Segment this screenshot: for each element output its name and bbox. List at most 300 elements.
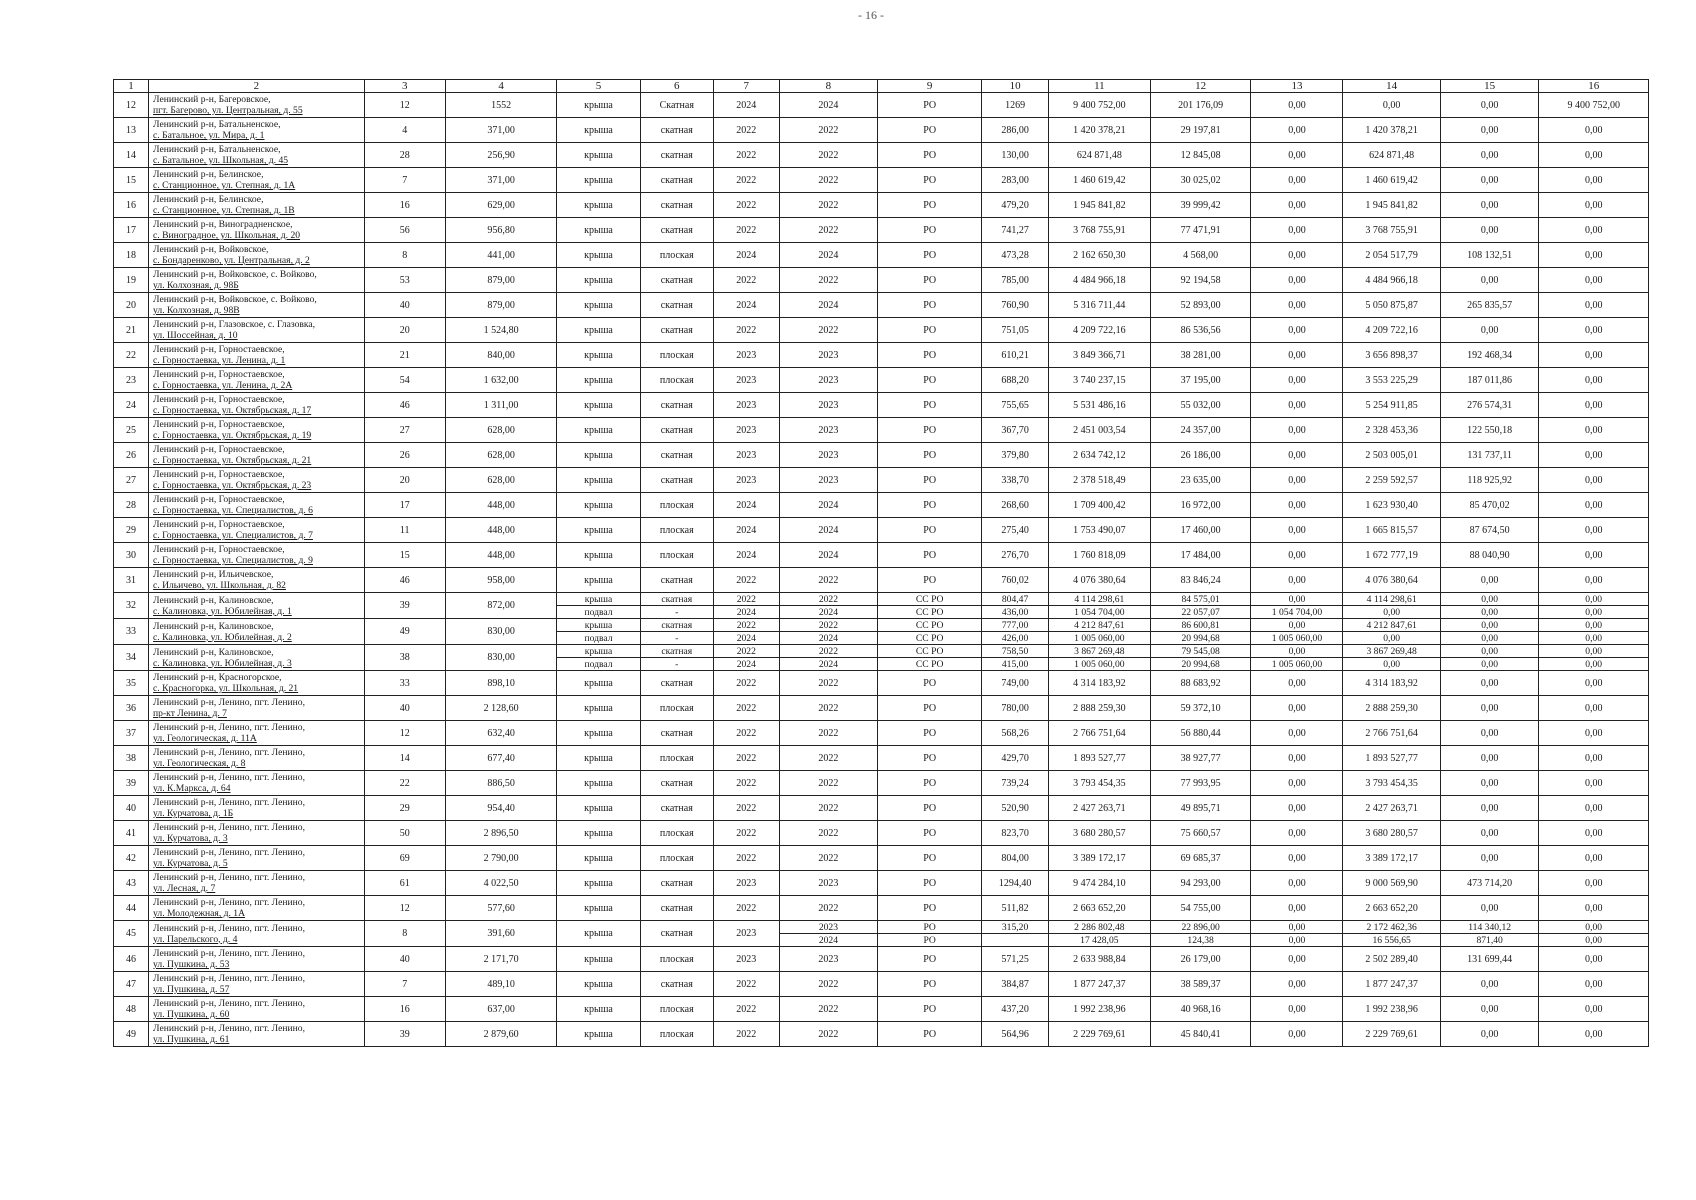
address-line-2: с. Станционное, ул. Степная, д. 1А [153,180,296,191]
design-cost: 16 972,00 [1150,493,1251,518]
fund-other-share: 0,00 [1539,418,1649,443]
table-row [114,343,1649,368]
fund-own-share: 0,00 [1251,318,1343,343]
building-area: 629,00 [445,193,557,218]
fund-owners-share: 0,00 [1440,1022,1539,1047]
design-cost: 26 186,00 [1150,443,1251,468]
fund-method: РО [878,771,982,796]
building-area: 954,40 [445,796,557,821]
address-cell [149,218,365,243]
year-start: 2022 [713,796,779,821]
apartments-count: 33 [364,671,445,696]
total-cost: 2 633 988,84 [1048,947,1150,972]
table-row [114,518,1649,543]
fund-owners-share: 0,00 [1440,972,1539,997]
fund-other-share: 0,00 [1539,443,1649,468]
fund-own-share: 0,00 [1251,143,1343,168]
total-cost: 17 428,05 [1048,934,1150,947]
roof-type: плоская [640,543,713,568]
year-start: 2022 [713,593,779,606]
address-cell [149,871,365,896]
fund-owners-share: 0,00 [1440,721,1539,746]
work-volume: 473,28 [982,243,1049,268]
total-cost: 4 114 298,61 [1048,593,1150,606]
design-cost: 20 994,68 [1150,632,1251,645]
fund-owners-share: 131 699,44 [1440,947,1539,972]
year-start: 2022 [713,972,779,997]
work-volume: 275,40 [982,518,1049,543]
address-line-2: ул. Лесная, д. 7 [153,883,216,894]
building-area: 637,00 [445,997,557,1022]
address-line-2: ул. Молодежная, д. 1А [153,908,246,919]
apartments-count: 50 [364,821,445,846]
fund-regional-share: 3 867 269,48 [1343,645,1440,658]
address-line-1: Ленинский р-н, Калиновское, [153,594,274,606]
row-number: 32 [114,593,149,619]
fund-own-share: 0,00 [1251,619,1343,632]
design-cost: 83 846,24 [1150,568,1251,593]
row-number: 41 [114,821,149,846]
row-number: 45 [114,921,149,947]
design-cost: 45 840,41 [1150,1022,1251,1047]
address-line-1: Ленинский р-н, Горностаевское, [153,494,285,505]
element-type: крыша [557,871,640,896]
work-volume: 479,20 [982,193,1049,218]
table-row [114,393,1649,418]
address-cell [149,343,365,368]
fund-regional-share: 4 114 298,61 [1343,593,1440,606]
fund-own-share: 0,00 [1251,118,1343,143]
fund-other-share: 0,00 [1539,671,1649,696]
fund-regional-share: 2 328 453,36 [1343,418,1440,443]
row-number: 15 [114,168,149,193]
address-line-2: с. Красногорка, ул. Школьная, д. 21 [153,683,299,694]
fund-other-share: 0,00 [1539,934,1649,947]
address-cell [149,771,365,796]
year-end: 2024 [779,658,878,671]
building-area: 1 311,00 [445,393,557,418]
element-type: крыша [557,143,640,168]
address-line-1: Ленинский р-н, Ленино, пгт. Ленино, [153,847,305,858]
element-type: крыша [557,343,640,368]
address-cell [149,947,365,972]
address-line-2: с. Горностаевка, ул. Октябрьская, д. 23 [153,480,312,491]
apartments-count: 7 [364,972,445,997]
building-area: 441,00 [445,243,557,268]
total-cost: 9 474 284,10 [1048,871,1150,896]
element-type: подвал [557,606,640,619]
fund-owners-share: 0,00 [1440,896,1539,921]
apartments-count: 61 [364,871,445,896]
fund-own-share: 0,00 [1251,696,1343,721]
row-number: 35 [114,671,149,696]
fund-regional-share: 16 556,65 [1343,934,1440,947]
address-line-2: с. Батальное, ул. Школьная, д. 45 [153,155,289,166]
year-end: 2022 [779,193,878,218]
address-line-2: с. Калиновка, ул. Юбилейная, д. 1 [153,605,292,617]
fund-regional-share: 1 460 619,42 [1343,168,1440,193]
apartments-count: 12 [364,896,445,921]
address-line-1: Ленинский р-н, Горностаевское, [153,419,285,430]
table-row [114,821,1649,846]
address-line-2: с. Горностаевка, ул. Специалистов, д. 7 [153,530,313,541]
fund-method: РО [878,1022,982,1047]
fund-own-share: 0,00 [1251,93,1343,118]
fund-method: РО [878,796,982,821]
element-type: крыша [557,293,640,318]
work-volume: 785,00 [982,268,1049,293]
fund-own-share: 0,00 [1251,293,1343,318]
apartments-count: 29 [364,796,445,821]
table-row [114,1022,1649,1047]
address-line-2: с. Горностаевка, ул. Октябрьская, д. 17 [153,405,312,416]
table-row [114,947,1649,972]
design-cost: 55 032,00 [1150,393,1251,418]
column-number-7: 7 [713,80,779,93]
table-row [114,293,1649,318]
total-cost: 3 793 454,35 [1048,771,1150,796]
work-volume: 823,70 [982,821,1049,846]
table-row [114,721,1649,746]
fund-regional-share: 1 992 238,96 [1343,997,1440,1022]
apartments-count: 11 [364,518,445,543]
fund-own-share: 0,00 [1251,443,1343,468]
address-line-1: Ленинский р-н, Горностаевское, [153,369,285,380]
roof-type: скатная [640,921,713,947]
row-number: 49 [114,1022,149,1047]
building-area: 2 128,60 [445,696,557,721]
row-number: 26 [114,443,149,468]
fund-method: СС РО [878,632,982,645]
address-line-2: ул. Пушкина, д. 53 [153,959,230,970]
address-line-2: ул. Колхозная, д. 98В [153,305,240,316]
roof-type: скатная [640,268,713,293]
work-volume: 276,70 [982,543,1049,568]
fund-method: РО [878,846,982,871]
table-row [114,118,1649,143]
year-start: 2022 [713,143,779,168]
fund-regional-share: 1 665 815,57 [1343,518,1440,543]
address-line-1: Ленинский р-н, Багеровское, [153,94,271,105]
fund-regional-share: 0,00 [1343,93,1440,118]
design-cost: 77 993,95 [1150,771,1251,796]
apartments-count: 49 [364,619,445,645]
address-cell [149,997,365,1022]
fund-method: СС РО [878,645,982,658]
work-volume: 426,00 [982,632,1049,645]
roof-type: - [640,658,713,671]
design-cost: 94 293,00 [1150,871,1251,896]
roof-type: скатная [640,193,713,218]
row-number: 42 [114,846,149,871]
row-number: 46 [114,947,149,972]
apartments-count: 69 [364,846,445,871]
fund-regional-share: 4 314 183,92 [1343,671,1440,696]
work-volume: 429,70 [982,746,1049,771]
roof-type: скатная [640,143,713,168]
element-type: крыша [557,796,640,821]
fund-regional-share: 2 502 289,40 [1343,947,1440,972]
address-cell [149,821,365,846]
year-start: 2022 [713,696,779,721]
fund-own-share: 0,00 [1251,645,1343,658]
work-volume: 315,20 [982,921,1049,934]
fund-other-share: 0,00 [1539,468,1649,493]
row-number: 39 [114,771,149,796]
address-line-2: с. Бондаренково, ул. Центральная, д. 2 [153,255,310,266]
apartments-count: 40 [364,293,445,318]
fund-method: РО [878,268,982,293]
roof-type: скатная [640,418,713,443]
column-number-5: 5 [557,80,640,93]
work-volume: 436,00 [982,606,1049,619]
work-volume: 367,70 [982,418,1049,443]
fund-other-share: 0,00 [1539,696,1649,721]
roof-type: скатная [640,468,713,493]
year-end: 2024 [779,934,878,947]
address-cell [149,393,365,418]
building-area: 391,60 [445,921,557,947]
roof-type: скатная [640,896,713,921]
fund-own-share: 0,00 [1251,721,1343,746]
column-number-1: 1 [114,80,149,93]
roof-type: плоская [640,493,713,518]
building-area: 628,00 [445,443,557,468]
apartments-count: 39 [364,1022,445,1047]
column-number-3: 3 [364,80,445,93]
fund-owners-share: 131 737,11 [1440,443,1539,468]
fund-other-share: 0,00 [1539,393,1649,418]
table-row [114,93,1649,118]
address-line-1: Ленинский р-н, Войковское, [153,244,269,255]
design-cost: 4 568,00 [1150,243,1251,268]
address-line-1: Ленинский р-н, Войковское, с. Войково, [153,294,317,305]
building-area: 830,00 [445,619,557,645]
fund-other-share: 0,00 [1539,243,1649,268]
fund-other-share: 0,00 [1539,568,1649,593]
column-number-11: 11 [1048,80,1150,93]
element-type: подвал [557,658,640,671]
address-line-2: ул. Курчатова, д. 3 [153,833,228,844]
fund-owners-share: 0,00 [1440,318,1539,343]
year-end: 2022 [779,721,878,746]
total-cost: 4 076 380,64 [1048,568,1150,593]
total-cost: 4 314 183,92 [1048,671,1150,696]
fund-other-share: 0,00 [1539,921,1649,934]
year-start: 2024 [713,243,779,268]
column-number-15: 15 [1440,80,1539,93]
row-number: 33 [114,619,149,645]
year-start: 2024 [713,606,779,619]
design-cost: 69 685,37 [1150,846,1251,871]
year-end: 2022 [779,696,878,721]
address-line-1: Ленинский р-н, Ленино, пгт. Ленино, [153,872,305,883]
total-cost: 3 680 280,57 [1048,821,1150,846]
address-line-1: Ленинский р-н, Ленино, пгт. Ленино, [153,1023,305,1034]
year-end: 2022 [779,671,878,696]
element-type: крыша [557,771,640,796]
column-number-6: 6 [640,80,713,93]
total-cost: 2 663 652,20 [1048,896,1150,921]
table-row [114,921,1649,934]
fund-owners-share: 0,00 [1440,746,1539,771]
element-type: крыша [557,468,640,493]
table-row [114,243,1649,268]
year-start: 2022 [713,118,779,143]
apartments-count: 21 [364,343,445,368]
total-cost: 3 389 172,17 [1048,846,1150,871]
total-cost: 1 760 818,09 [1048,543,1150,568]
address-cell [149,921,365,947]
building-area: 879,00 [445,293,557,318]
address-cell [149,696,365,721]
roof-type: скатная [640,721,713,746]
apartments-count: 38 [364,645,445,671]
fund-regional-share: 4 484 966,18 [1343,268,1440,293]
table-row [114,568,1649,593]
apartments-count: 20 [364,318,445,343]
table-row [114,418,1649,443]
fund-own-share: 0,00 [1251,518,1343,543]
fund-own-share: 0,00 [1251,796,1343,821]
row-number: 44 [114,896,149,921]
year-end: 2023 [779,443,878,468]
address-cell [149,796,365,821]
fund-own-share: 1 054 704,00 [1251,606,1343,619]
design-cost: 75 660,57 [1150,821,1251,846]
element-type: крыша [557,543,640,568]
total-cost: 2 451 003,54 [1048,418,1150,443]
year-end: 2022 [779,1022,878,1047]
apartments-count: 16 [364,193,445,218]
design-cost: 49 895,71 [1150,796,1251,821]
work-volume [982,934,1049,947]
address-line-1: Ленинский р-н, Калиновское, [153,646,274,658]
year-start: 2023 [713,393,779,418]
address-cell [149,493,365,518]
fund-regional-share: 1 672 777,19 [1343,543,1440,568]
fund-regional-share: 2 229 769,61 [1343,1022,1440,1047]
table-row [114,746,1649,771]
fund-other-share: 0,00 [1539,619,1649,632]
year-end: 2022 [779,318,878,343]
address-line-1: Ленинский р-н, Горностаевское, [153,344,285,355]
fund-method: РО [878,318,982,343]
fund-regional-share: 3 656 898,37 [1343,343,1440,368]
address-line-2: ул. Курчатова, д. 5 [153,858,228,869]
fund-other-share: 0,00 [1539,343,1649,368]
total-cost: 2 888 259,30 [1048,696,1150,721]
fund-method: РО [878,972,982,997]
row-number: 18 [114,243,149,268]
roof-type: скатная [640,218,713,243]
apartments-count: 39 [364,593,445,619]
row-number: 40 [114,796,149,821]
fund-owners-share: 0,00 [1440,658,1539,671]
roof-type: плоская [640,343,713,368]
fund-own-share: 0,00 [1251,393,1343,418]
roof-type: скатная [640,568,713,593]
table-row [114,846,1649,871]
element-type: крыша [557,947,640,972]
design-cost: 38 281,00 [1150,343,1251,368]
column-number-12: 12 [1150,80,1251,93]
address-line-2: ул. Шоссейная, д. 10 [153,330,238,341]
fund-owners-share: 0,00 [1440,606,1539,619]
design-cost: 88 683,92 [1150,671,1251,696]
table-row [114,871,1649,896]
table-row [114,543,1649,568]
address-line-2: ул. Геологическая, д. 8 [153,758,246,769]
address-cell [149,293,365,318]
fund-own-share: 0,00 [1251,947,1343,972]
address-line-1: Ленинский р-н, Калиновское, [153,620,274,632]
fund-own-share: 0,00 [1251,1022,1343,1047]
row-number: 20 [114,293,149,318]
address-line-1: Ленинский р-н, Виноградненское, [153,219,293,230]
year-start: 2022 [713,619,779,632]
address-line-2: пгт. Багерово, ул. Центральная, д. 55 [153,105,303,116]
fund-owners-share: 473 714,20 [1440,871,1539,896]
work-volume: 571,25 [982,947,1049,972]
work-volume: 780,00 [982,696,1049,721]
table-body [114,93,1649,1047]
fund-owners-share: 276 574,31 [1440,393,1539,418]
year-start: 2024 [713,518,779,543]
fund-other-share: 0,00 [1539,293,1649,318]
element-type: крыша [557,518,640,543]
year-end: 2024 [779,632,878,645]
roof-type: плоская [640,696,713,721]
roof-type: скатная [640,168,713,193]
fund-owners-share: 114 340,12 [1440,921,1539,934]
roof-type: скатная [640,118,713,143]
row-number: 13 [114,118,149,143]
fund-other-share: 0,00 [1539,543,1649,568]
total-cost: 2 378 518,49 [1048,468,1150,493]
address-line-1: Ленинский р-н, Горностаевское, [153,394,285,405]
element-type: крыша [557,93,640,118]
roof-type: скатная [640,671,713,696]
fund-method: РО [878,293,982,318]
total-cost: 1 054 704,00 [1048,606,1150,619]
roof-type: плоская [640,821,713,846]
address-cell [149,518,365,543]
address-line-1: Ленинский р-н, Ленино, пгт. Ленино, [153,922,305,934]
table-row [114,997,1649,1022]
year-start: 2024 [713,632,779,645]
address-line-2: с. Горностаевка, ул. Специалистов, д. 6 [153,505,313,516]
work-volume: 511,82 [982,896,1049,921]
address-line-2: ул. Пушкина, д. 60 [153,1009,230,1020]
fund-own-share: 0,00 [1251,168,1343,193]
fund-own-share: 0,00 [1251,218,1343,243]
address-line-1: Ленинский р-н, Ленино, пгт. Ленино, [153,722,305,733]
total-cost: 1 992 238,96 [1048,997,1150,1022]
roof-type: скатная [640,771,713,796]
year-start: 2022 [713,568,779,593]
fund-regional-share: 1 623 930,40 [1343,493,1440,518]
address-line-2: с. Батальное, ул. Мира, д. 1 [153,130,265,141]
building-area: 840,00 [445,343,557,368]
fund-owners-share: 108 132,51 [1440,243,1539,268]
fund-method: РО [878,671,982,696]
fund-owners-share: 87 674,50 [1440,518,1539,543]
building-area: 632,40 [445,721,557,746]
year-end: 2024 [779,243,878,268]
design-cost: 37 195,00 [1150,368,1251,393]
total-cost: 2 286 802,48 [1048,921,1150,934]
